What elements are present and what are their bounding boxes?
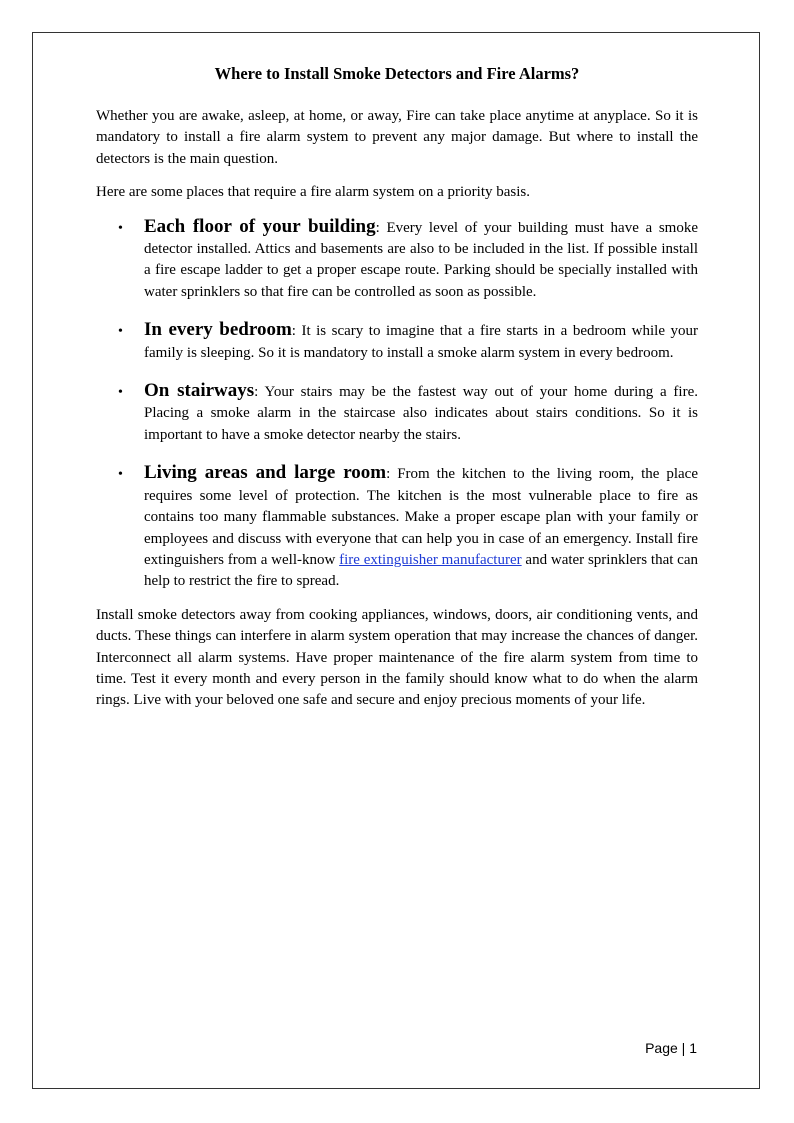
bullet-icon: • <box>118 220 123 236</box>
page-number: Page | 1 <box>645 1040 697 1056</box>
list-item-bedroom <box>96 319 698 364</box>
closing-paragraph: Install smoke detectors away from cooking appliances, windows, doors, air conditioning vents, and ducts. These things can interfere in alarm system operation that may increase the chances of danger. Interconnect all alarm systems. Have proper maintenance of the fire alarm system from time to time. Test it every month and every person in the family should know what to do when the alarm rings. Live with your beloved one safe and secure and enjoy precious moments of your life. <box>96 606 698 709</box>
bullet-icon: • <box>118 385 123 401</box>
item-text-after-link: and water sprinklers that can help to restrict the fire to spread. <box>144 551 699 590</box>
bullet-icon: • <box>118 467 123 483</box>
item-heading: Each floor of your building <box>144 215 376 237</box>
bullet-icon: • <box>118 324 123 340</box>
list-item-each-floor <box>96 216 698 304</box>
item-text: : Every level of your building must have a smoke detector installed. Attics and basements are also to be included in the list. If possible install a fire escape ladder to get a proper escape route. Parking should be specially installed with water sprinklers so that fire can be controlled as soon as possible. <box>144 219 698 300</box>
fire-extinguisher-manufacturer-link[interactable]: fire extinguisher manufacturer <box>339 551 522 568</box>
lead-in-paragraph: Here are some places that require a fire alarm system on a priority basis. <box>96 184 530 201</box>
item-heading: Living areas and large room <box>144 462 387 484</box>
item-heading: In every bedroom <box>144 319 292 341</box>
document-body <box>96 62 698 724</box>
item-heading: On stairways <box>144 380 255 402</box>
item-text: : Your stairs may be the fastest way out of your home during a fire. Placing a smoke alarm in the staircase also indicates about stairs conditions. So it is important to have a smoke detector nearby the stairs. <box>144 384 698 443</box>
item-text: : It is scary to imagine that a fire starts in a bedroom while your family is sleeping. So it is mandatory to install a smoke alarm system in every bedroom. <box>144 323 699 361</box>
item-text-before-link: : From the kitchen to the living room, the place requires some level of protection. The kitchen is the most vulnerable place to fire as contains too many flammable substances. Make a proper escape plan with your family or employees and discuss with everyone that can help you in case of an emergency. Install fire extinguishers from a well-know <box>144 466 698 568</box>
location-list <box>96 216 698 593</box>
list-item-stairways <box>96 380 698 446</box>
document-title: Where to Install Smoke Detectors and Fire Alarms? <box>214 64 580 83</box>
list-item-living-areas <box>96 462 698 592</box>
intro-paragraph: Whether you are awake, asleep, at home, or away, Fire can take place anytime at anyplace. So it is mandatory to install a fire alarm system to prevent any major damage. But where to install the detectors is the main question. <box>96 108 698 167</box>
